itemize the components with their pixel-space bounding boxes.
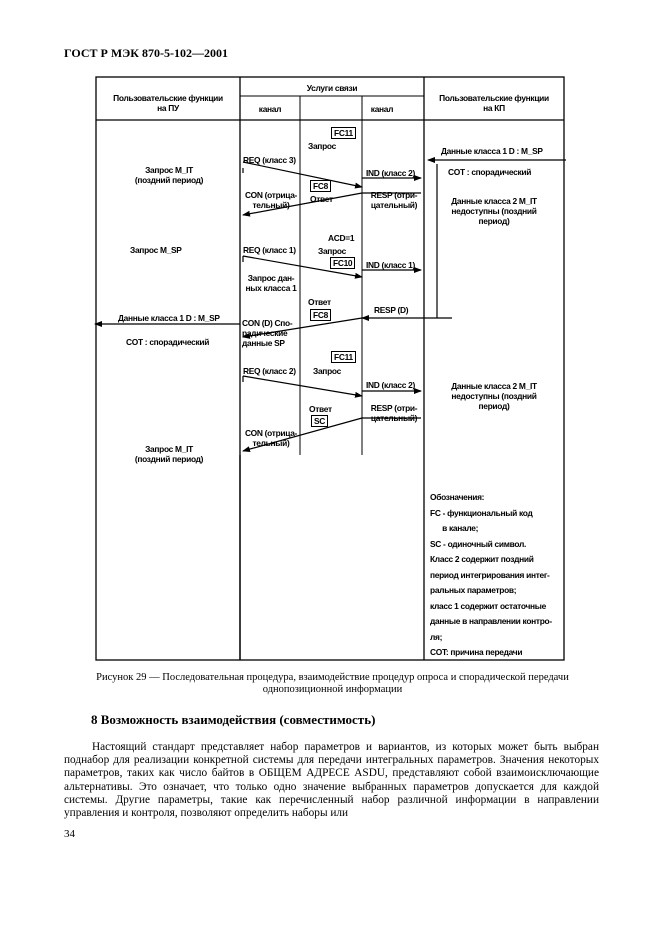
otvet-a: Ответ	[310, 194, 333, 204]
con-d: CON (D) Спо- радические данные SP	[242, 318, 293, 348]
zapros-label-a: Запрос	[308, 141, 336, 151]
figure-caption: Рисунок 29 — Последовательная процедура, взаимодействие процедур опроса и спорадической передачи однопозиционной информации	[96, 672, 569, 695]
con-neg-b: CON (отрица- тельный)	[244, 428, 298, 448]
page-number: 34	[64, 828, 75, 840]
col-mid-sub2: канал	[370, 104, 394, 114]
otvet-b: Ответ	[308, 297, 331, 307]
resp-neg-a: RESP (отри- цательный)	[370, 190, 418, 210]
resp-neg-b: RESP (отри- цательный)	[370, 403, 418, 423]
fc11-box-b: FC11	[331, 351, 356, 363]
col-right-header: Пользовательские функции на КП	[439, 93, 549, 113]
fc10-box: FC10	[330, 257, 355, 269]
col-mid-header: Услуги связи	[306, 83, 358, 93]
body-paragraph: Настоящий стандарт представляет набор параметров и вариантов, из которых может быть выбран поднабор для реализации конкретной системы для передачи интегральных параметров. Значения некоторых параметров, таких как число байтов в ОБЩЕМ АДРЕСЕ ASDU, представляют собой взаимоисключающие альтернативы. Это означает, что только одно значение выбранных параметров допускается для каждой системы. Другие параметры, такие как перечисленный набор различной информации в направлении управления и контроля, позволяют определить наборы или	[64, 741, 599, 820]
document-header: ГОСТ Р МЭК 870-5-102—2001	[64, 46, 228, 60]
zapros-label-c: Запрос	[313, 366, 341, 376]
left-req-mit-1: Запрос M_IT (поздний период)	[134, 165, 204, 185]
class2-unavail-a: Данные класса 2 M_IT недоступны (поздний период)	[451, 196, 537, 226]
sc-box: SC	[311, 415, 328, 427]
req-class2: REQ (класс 2)	[243, 366, 296, 376]
ind-class2-b: IND (класс 2)	[366, 380, 416, 390]
cot-spor-left: COT : спорадический	[126, 337, 210, 347]
acd-label: ACD=1	[328, 233, 355, 243]
col-mid-sub1: канал	[258, 104, 282, 114]
col-left-header: Пользовательские функции на ПУ	[113, 93, 223, 113]
zapros-label-b: Запрос	[318, 246, 346, 256]
zapros-class1: Запрос дан- ных класса 1	[245, 273, 297, 293]
cot-spor-right: COT : спорадический	[448, 167, 532, 177]
req-class3: REQ (класс 3)	[243, 155, 296, 165]
data-class1-left: Данные класса 1 D : M_SP	[118, 313, 220, 323]
left-req-mit-2: Запрос M_IT (поздний период)	[134, 444, 204, 464]
fc8-box-b: FC8	[310, 309, 331, 321]
data-class1-right: Данные класса 1 D : M_SP	[441, 146, 543, 156]
fc8-box-a: FC8	[310, 180, 331, 192]
class2-unavail-b: Данные класса 2 M_IT недоступны (поздний период)	[451, 381, 537, 411]
section-title: 8 Возможность взаимодействия (совместимость)	[91, 712, 376, 727]
req-class1: REQ (класс 1)	[243, 245, 296, 255]
ind-class1: IND (класс 1)	[366, 260, 416, 270]
con-neg-a: CON (отрица- тельный)	[244, 190, 298, 210]
otvet-c: Ответ	[309, 404, 332, 414]
left-req-msp: Запрос M_SP	[130, 245, 182, 255]
fc11-box-a: FC11	[331, 127, 356, 139]
legend: Обозначения: FC - функциональный код в канале; SC - одиночный символ. Класс 2 содержит поздний период интегрирования интег- ральных параметров; класс 1 содержит остаточные данные в направлении контро- ля; COT: причина передачи	[430, 492, 552, 657]
ind-class2-a: IND (класс 2)	[366, 168, 416, 178]
resp-d: RESP (D)	[374, 305, 409, 315]
